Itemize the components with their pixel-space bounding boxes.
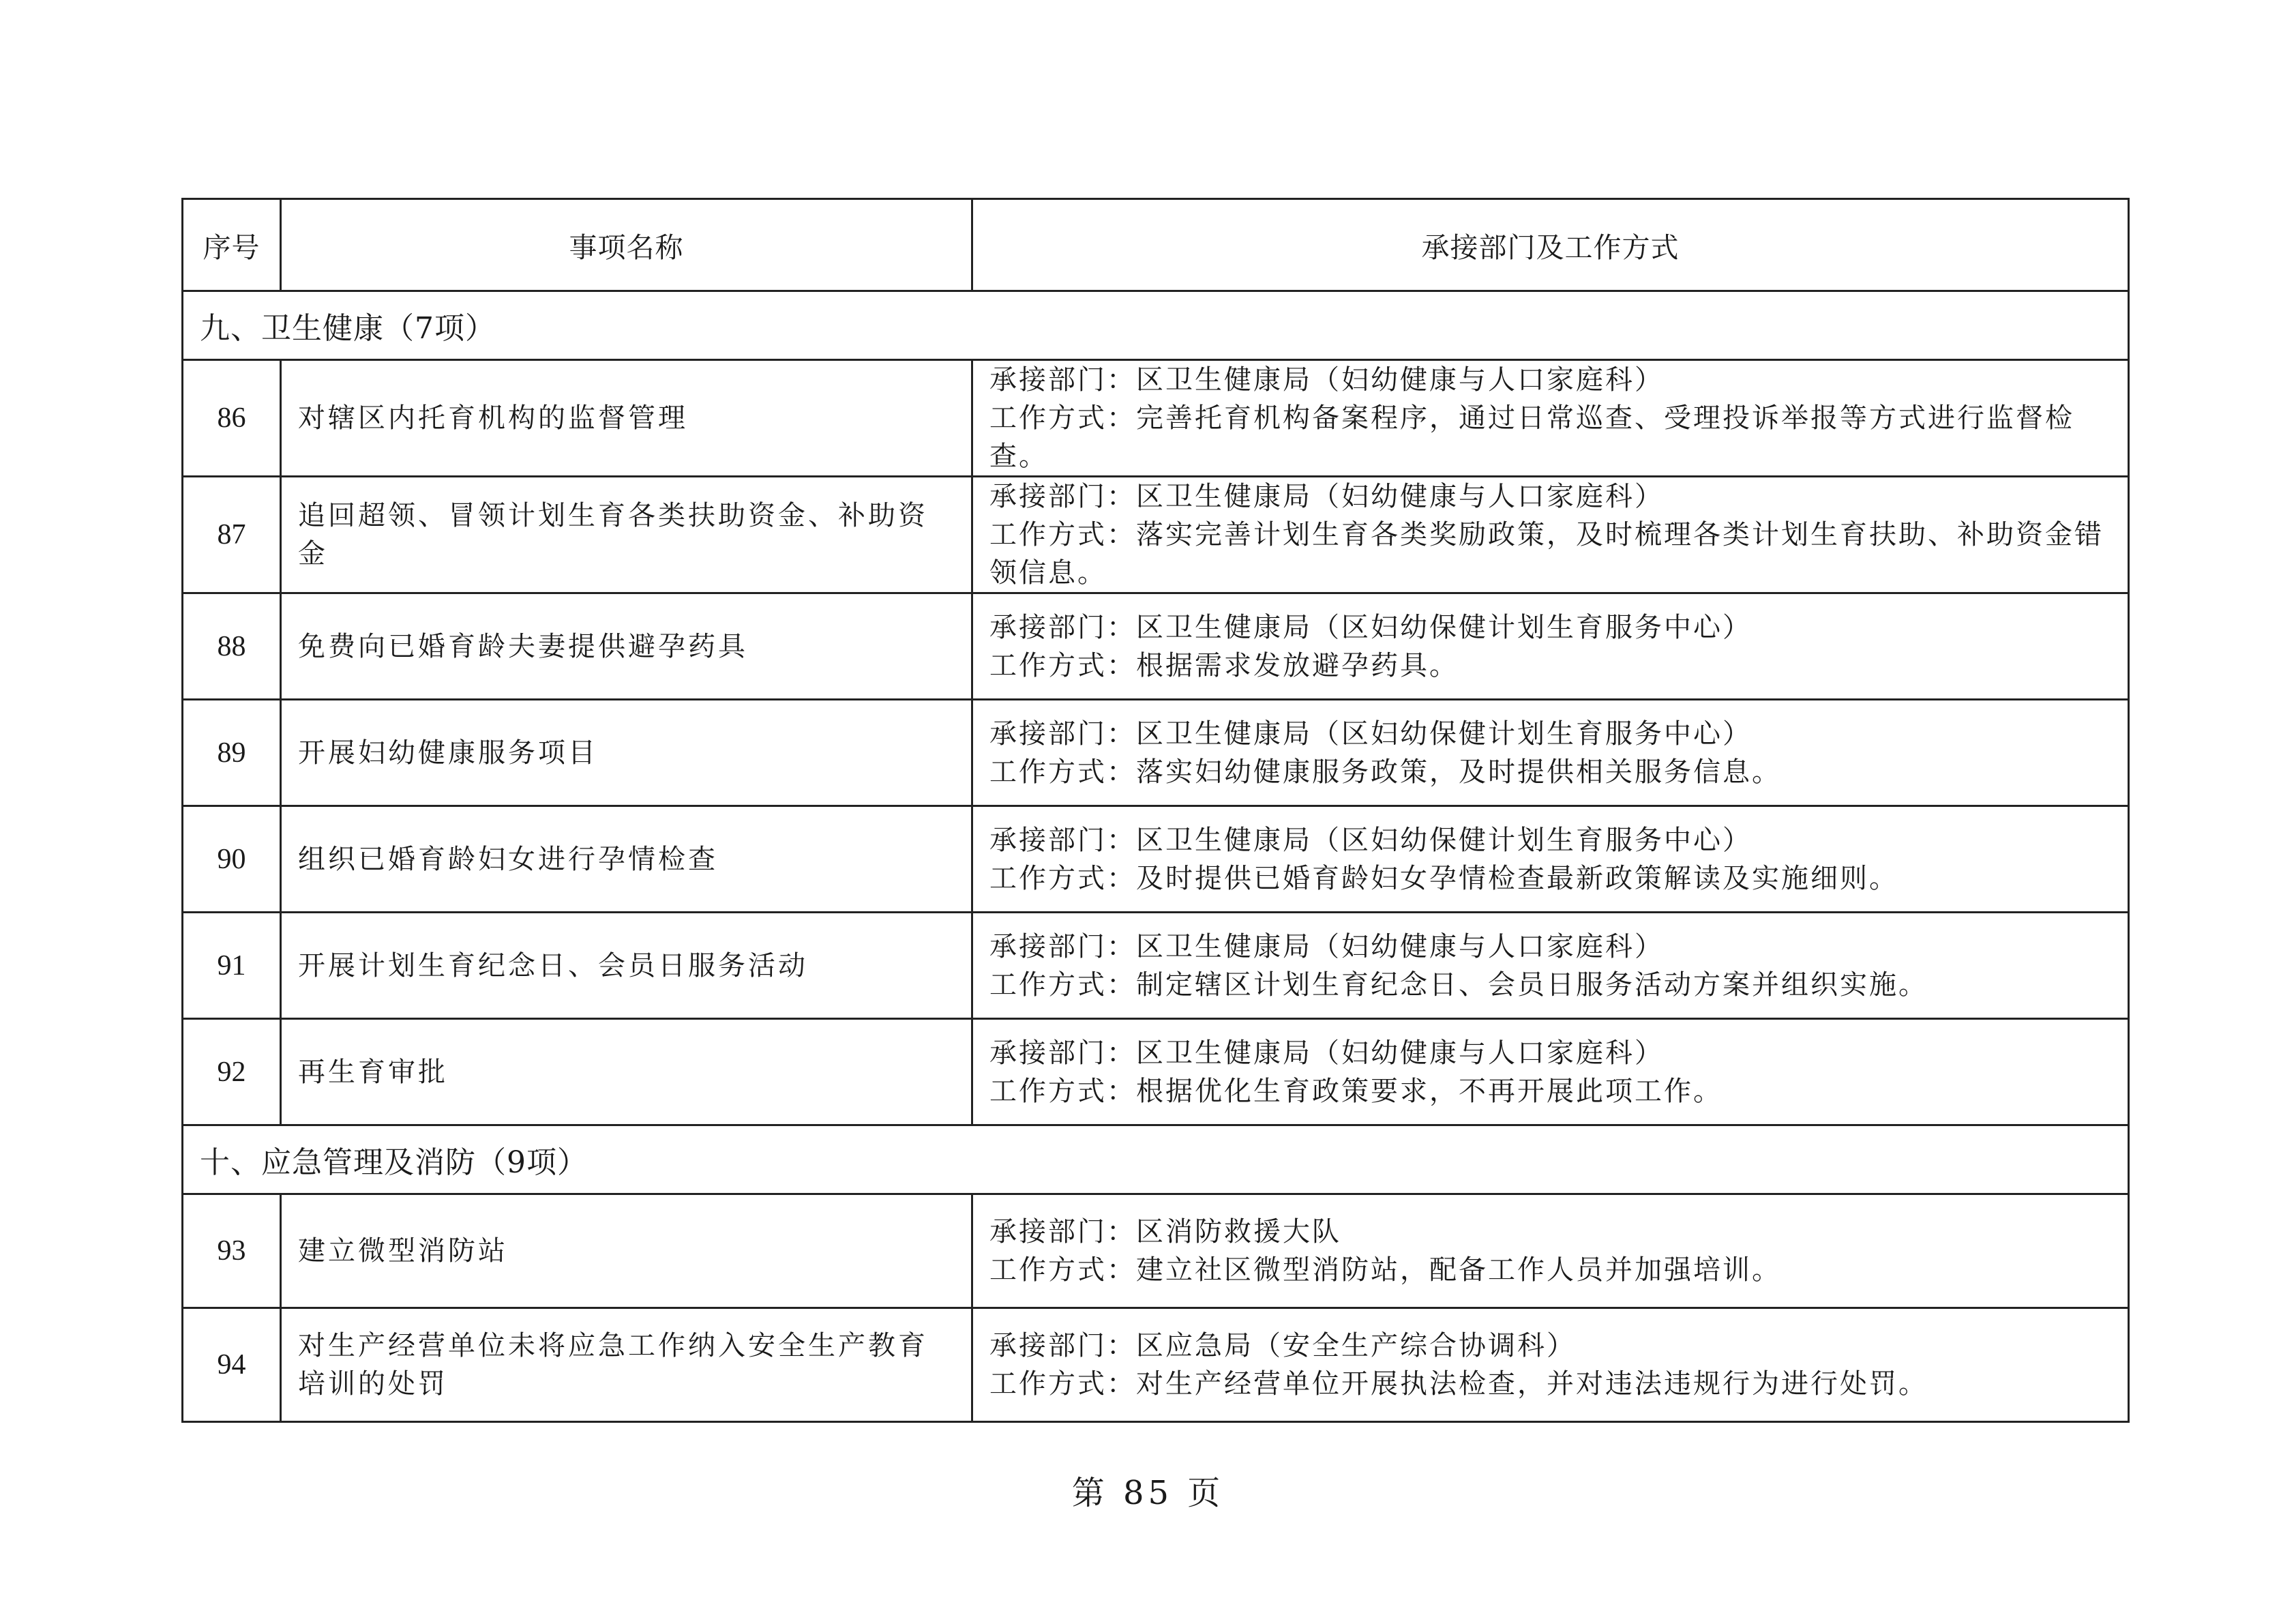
item-name: 组织已婚育龄妇女进行孕情检查 bbox=[281, 806, 972, 913]
table-row bbox=[183, 700, 2129, 806]
table-row bbox=[183, 360, 2129, 477]
item-name: 免费向已婚育龄夫妻提供避孕药具 bbox=[281, 593, 972, 700]
dept-line: 承接部门：区卫生健康局（区妇幼保健计划生育服务中心） bbox=[989, 611, 1752, 643]
table-row bbox=[183, 593, 2129, 700]
table-row bbox=[183, 1308, 2129, 1422]
item-name: 开展计划生育纪念日、会员日服务活动 bbox=[281, 913, 972, 1019]
dept-line: 承接部门：区卫生健康局（区妇幼保健计划生育服务中心） bbox=[989, 718, 1752, 750]
item-name: 开展妇幼健康服务项目 bbox=[281, 700, 972, 806]
page-number: 第 85 页 bbox=[1071, 1474, 1225, 1512]
method-line: 工作方式：根据优化生育政策要求，不再开展此项工作。 bbox=[989, 1075, 1723, 1107]
row-number: 90 bbox=[183, 806, 281, 913]
section-row-emergency bbox=[183, 1125, 2129, 1194]
dept-method-cell bbox=[972, 360, 2129, 477]
dept-line: 承接部门：区消防救援大队 bbox=[989, 1216, 1341, 1247]
row-number: 91 bbox=[183, 913, 281, 1019]
dept-method-cell bbox=[972, 1019, 2129, 1125]
header-name: 事项名称 bbox=[281, 199, 972, 291]
header-no: 序号 bbox=[183, 199, 281, 291]
dept-method-cell bbox=[972, 477, 2129, 593]
dept-line: 承接部门：区卫生健康局（妇幼健康与人口家庭科） bbox=[989, 364, 1664, 396]
table-row bbox=[183, 913, 2129, 1019]
method-line: 工作方式：及时提供已婚育龄妇女孕情检查最新政策解读及实施细则。 bbox=[989, 862, 1898, 894]
method-line: 工作方式：建立社区微型消防站，配备工作人员并加强培训。 bbox=[989, 1254, 1781, 1286]
method-line: 工作方式：制定辖区计划生育纪念日、会员日服务活动方案并组织实施。 bbox=[989, 969, 1928, 1001]
item-name: 对辖区内托育机构的监督管理 bbox=[281, 360, 972, 477]
items-table bbox=[181, 198, 2130, 1423]
item-name: 追回超领、冒领计划生育各类扶助资金、补助资金 bbox=[281, 477, 972, 593]
table-row bbox=[183, 806, 2129, 913]
section-title: 九、卫生健康（7项） bbox=[183, 291, 2129, 360]
method-line: 工作方式：对生产经营单位开展执法检查，并对违法违规行为进行处罚。 bbox=[989, 1368, 1928, 1400]
row-number: 94 bbox=[183, 1308, 281, 1422]
item-name: 建立微型消防站 bbox=[281, 1194, 972, 1308]
row-number: 88 bbox=[183, 593, 281, 700]
dept-line: 承接部门：区卫生健康局（妇幼健康与人口家庭科） bbox=[989, 1037, 1664, 1069]
item-name: 对生产经营单位未将应急工作纳入安全生产教育培训的处罚 bbox=[281, 1308, 972, 1422]
method-line: 工作方式：根据需求发放避孕药具。 bbox=[989, 649, 1459, 681]
header-dept: 承接部门及工作方式 bbox=[972, 199, 2129, 291]
row-number: 86 bbox=[183, 360, 281, 477]
item-name: 再生育审批 bbox=[281, 1019, 972, 1125]
dept-line: 承接部门：区卫生健康局（区妇幼保健计划生育服务中心） bbox=[989, 824, 1752, 856]
row-number: 92 bbox=[183, 1019, 281, 1125]
row-number: 93 bbox=[183, 1194, 281, 1308]
dept-method-cell bbox=[972, 593, 2129, 700]
dept-method-cell bbox=[972, 1194, 2129, 1308]
section-title: 十、应急管理及消防（9项） bbox=[183, 1125, 2129, 1194]
row-number: 87 bbox=[183, 477, 281, 593]
table-header-row bbox=[183, 199, 2129, 291]
dept-method-cell bbox=[972, 806, 2129, 913]
dept-method-cell bbox=[972, 913, 2129, 1019]
method-line: 工作方式：落实完善计划生育各类奖励政策，及时梳理各类计划生育扶助、补助资金错领信息。 bbox=[989, 519, 2104, 589]
dept-line: 承接部门：区卫生健康局（妇幼健康与人口家庭科） bbox=[989, 930, 1664, 962]
row-number: 89 bbox=[183, 700, 281, 806]
dept-method-cell bbox=[972, 1308, 2129, 1422]
method-line: 工作方式：完善托育机构备案程序，通过日常巡查、受理投诉举报等方式进行监督检查。 bbox=[989, 402, 2074, 472]
table-row bbox=[183, 1194, 2129, 1308]
section-row-health bbox=[183, 291, 2129, 360]
dept-line: 承接部门：区应急局（安全生产综合协调科） bbox=[989, 1330, 1576, 1361]
dept-line: 承接部门：区卫生健康局（妇幼健康与人口家庭科） bbox=[989, 481, 1664, 512]
table-row bbox=[183, 477, 2129, 593]
dept-method-cell bbox=[972, 700, 2129, 806]
table-row bbox=[183, 1019, 2129, 1125]
method-line: 工作方式：落实妇幼健康服务政策，及时提供相关服务信息。 bbox=[989, 756, 1781, 788]
